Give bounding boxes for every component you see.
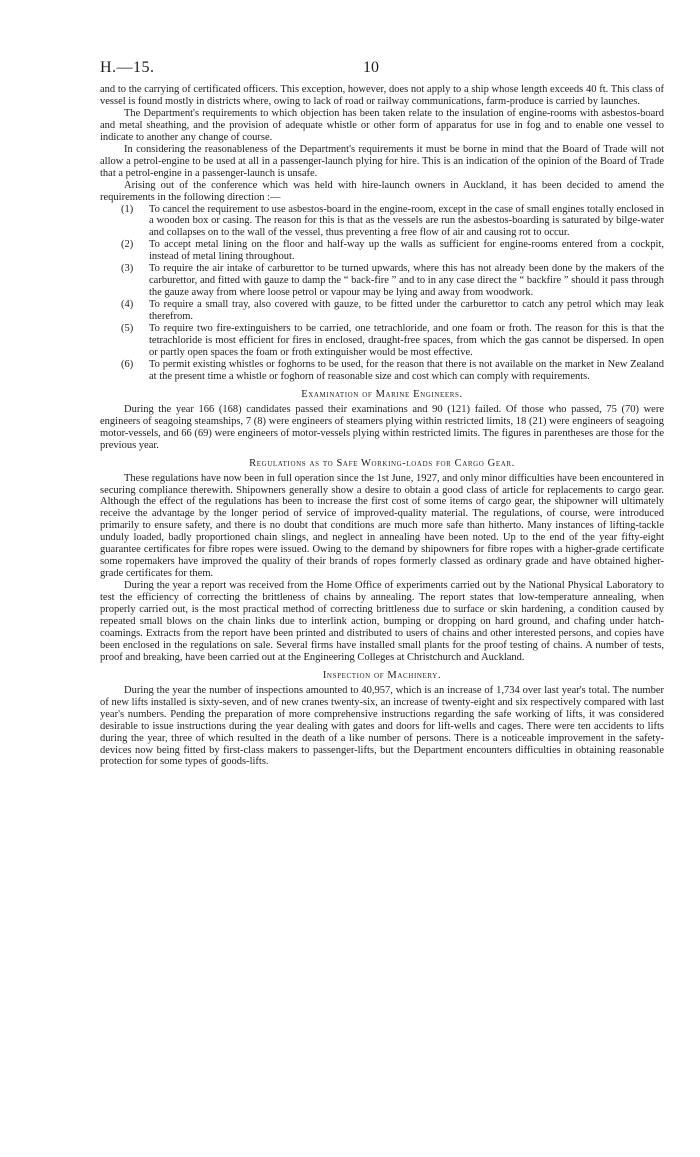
- item-text: To require two fire-extinguishers to be carried, one tetrachloride, and one foam or froth. The reason for this is that the tetrachloride is most efficient for fires in enclosed, draught-free spaces, from which the gas cannot be dispersed. In open or partly open spaces the foam or froth extinguisher would be most effective.: [149, 323, 664, 358]
- list-item: [100, 299, 664, 323]
- section-heading-engineers: Examination of Marine Engineers.: [301, 388, 463, 400]
- item-number: (5): [121, 323, 134, 335]
- list-item: [100, 323, 664, 359]
- item-text: To accept metal lining on the floor and half-way up the walls as sufficient for engine-rooms entered from a cockpit, instead of metal lining throughout.: [149, 239, 664, 263]
- item-text: To require a small tray, also covered with gauze, to be fitted under the carburettor to catch any petrol which may leak therefrom.: [149, 299, 664, 323]
- list-item: [100, 204, 664, 240]
- item-number: (3): [121, 263, 134, 275]
- intro-paragraph-4: Arising out of the conference which was held with hire-launch owners in Auckland, it has been decided to amend the requirements in the following direction :—: [100, 179, 664, 203]
- item-number: (4): [121, 299, 134, 311]
- intro-paragraph-2: The Department's requirements to which objection has been taken relate to the insulation of engine-rooms with asbestos-board and metal sheathing, and the provision of adequate whistle or other form of apparatus for use in fog and to enable one vessel to indicate to another any change of course.: [100, 107, 664, 143]
- item-number: (2): [121, 239, 134, 251]
- intro-paragraph-1: and to the carrying of certificated officers. This exception, however, does not apply to a ship whose length exceeds 40 ft. This class of vessel is found mostly in districts where, owing to lack of road or railway communications, farm-produce is carried by launches.: [100, 84, 664, 107]
- cargo-gear-paragraph-1: These regulations have now been in full operation since the 1st June, 1927, and only minor difficulties have been encountered in securing compliance therewith. Shipowners generally show a desire to obtain a good class of article for replacements to cargo gear. Although the effect of the regulations has been to increase the first cost of some items of cargo gear, the shipowner will ultimately receive the advantage by the longer period of service of improved-quality material. The regulations, of course, were introduced primarily to ensure safety, and there is no doubt that conditions are much more safe than hitherto. Many instances of lifting-tackle unduly loaded, badly proportioned chain slings, and neglect in annealing have been noted. Up to the end of the year fifty-eight guarantee certificates for fibre ropes were issued. Owing to the demand by shipowners for fibre ropes with a higher-grade certificate some ropemakers have improved the quality of their brands of ropes formerly classed as ordinary grade and have obtained higher-grade certificates for them.: [100, 472, 664, 580]
- list-item: [100, 239, 664, 263]
- cargo-gear-paragraph-2: During the year a report was received from the Home Office of experiments carried out by the National Physical Laboratory to test the efficiency of correcting the brittleness of chains by annealing. The report states that low-temperature annealing, when properly carried out, is the most practical method of correcting brittleness due to surface or skin hardening, a condition caused by repeated small blows on the chain links due to interlink action, bumping or dropping on hard ground, and chafing under hatch-coamings. Extracts from the report have been printed and distributed to users of chains and other interested persons, and copies have been enclosed in the regulations on sale. Several firms have installed small plants for the proof testing of chains. A number of tests, proof and breaking, have been carried out at the Engineering Colleges at Christchurch and Auckland.: [100, 580, 664, 663]
- list-item: [100, 359, 664, 383]
- section-heading-cargo-gear: Regulations as to Safe Working-loads for Cargo Gear.: [249, 457, 515, 469]
- item-text: To require the air intake of carburettor to be turned upwards, where this has not already been done by the makers of the carburettor, and fitted with gauze to damp the “ back-fire ” and to in any case direct the “ backfire ” should it pass through the gauze away from where loose petrol or vapour may be lying and away from woodwork.: [149, 263, 664, 299]
- item-number: (6): [121, 358, 134, 370]
- section-heading-machinery: Inspection of Machinery.: [322, 669, 442, 681]
- machinery-paragraph: During the year the number of inspections amounted to 40,957, which is an increase of 1,734 over last year's total. The number of new lifts installed is sixty-seven, and of new cranes twenty-six, an increase of twenty-eight and six respectively compared with last year's numbers. Pending the preparation of more comprehensive instructions regarding the safe working of lifts, it was considered desirable to issue instructions during the year dealing with gates and doors for lift-wells and cages. There were ten accidents to lifts during the year, three of which resulted in the death of a like number of persons. There is a noticeable improvement in the safety-devices now being fitted by first-class makers to passenger-lifts, but the Department encounters difficulties in obtaining reasonable protection for some types of goods-lifts.: [100, 684, 664, 768]
- item-number: (1): [121, 203, 134, 215]
- page-number: 10: [363, 59, 379, 76]
- engineers-paragraph: During the year 166 (168) candidates passed their examinations and 90 (121) failed. Of those who passed, 75 (70) were engineers of seagoing steamships, 7 (8) were engineers of steamers plying within restricted limits, 18 (21) were engineers of seagoing motor-vessels, and 66 (69) were engineers of motor-vessels plying within restricted limits. The figures in parentheses are those for the previous year.: [100, 403, 664, 451]
- list-item: [100, 263, 664, 299]
- page-header: [100, 59, 664, 84]
- requirements-list: [100, 204, 664, 383]
- item-text: To permit existing whistles or foghorns to be used, for the reason that there is not available on the market in New Zealand at the present time a whistle or foghorn of reasonable size and cost which can comply with requirements.: [149, 358, 664, 382]
- intro-paragraph-3: In considering the reasonableness of the Department's requirements it must be borne in mind that the Board of Trade will not allow a petrol-engine to be used at all in a passenger-launch plying for hire. This is an indication of the opinion of the Board of Trade that a petrol-engine in a passenger-launch is unsafe.: [100, 143, 664, 179]
- item-text: To cancel the requirement to use asbestos-board in the engine-room, except in the case of small engines totally enclosed in a wooden box or casing. The reason for this is that as the vessels are run the asbestos-boarding is saturated by bilge-water and collapses on to the wall of the vessel, thus preventing a free flow of air and causing rot to occur.: [149, 203, 664, 239]
- document-reference: H.—15.: [100, 59, 155, 76]
